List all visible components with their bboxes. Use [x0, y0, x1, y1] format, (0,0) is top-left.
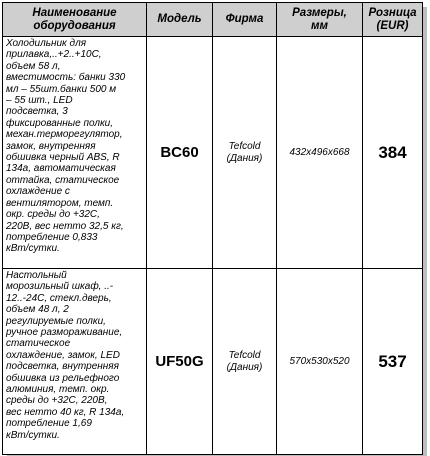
table-row — [3, 37, 423, 269]
row-size: 432x496x668 — [277, 37, 363, 269]
header-model: Модель — [147, 3, 213, 37]
table-row — [3, 269, 423, 455]
header-row — [3, 3, 423, 37]
price-table — [2, 2, 423, 455]
header-size: Размеры, мм — [277, 3, 363, 37]
row-description: Холодильник для прилавка,..+2..+10С, объем 58 л, вместимость: банки 330 мл – 55шт.банки 500 м – 55 шт., LED подсветка, 3 фиксированные полки, механ.терморегулятор, замок, внутренняя обшивка черный ABS, R 134a, автоматическая оттайка, статическое охлаждение с вентилятором, темп. окр. среды до +32С, 220В, вес нетто 32,5 кг, потребление 0,833 кВт/сутки. — [3, 37, 147, 269]
header-price: Розница (EUR) — [363, 3, 423, 37]
row-size: 570x530x520 — [277, 269, 363, 455]
price-list-frame — [2, 2, 422, 453]
header-equipment: Наименование оборудования — [3, 3, 147, 37]
header-firm: Фирма — [213, 3, 277, 37]
row-firm: Tefcold (Дания) — [213, 269, 277, 455]
row-model: UF50G — [147, 269, 213, 455]
row-model: BC60 — [147, 37, 213, 269]
row-firm: Tefcold (Дания) — [213, 37, 277, 269]
row-description: Настольный морозильный шкаф, ..- 12..-24С, стекл.дверь, объем 48 л, 2 регулируемые полки, ручное размораживание, статическое охлаждение, замок, LED подсветка, внутренняя обшивка из рельефного алюминия, темп. окр. среды до +32С, 220В, вес нетто 40 кг, R 134a, потребление 1,69 кВт/сутки. — [3, 269, 147, 455]
row-price: 537 — [363, 269, 423, 455]
row-price: 384 — [363, 37, 423, 269]
